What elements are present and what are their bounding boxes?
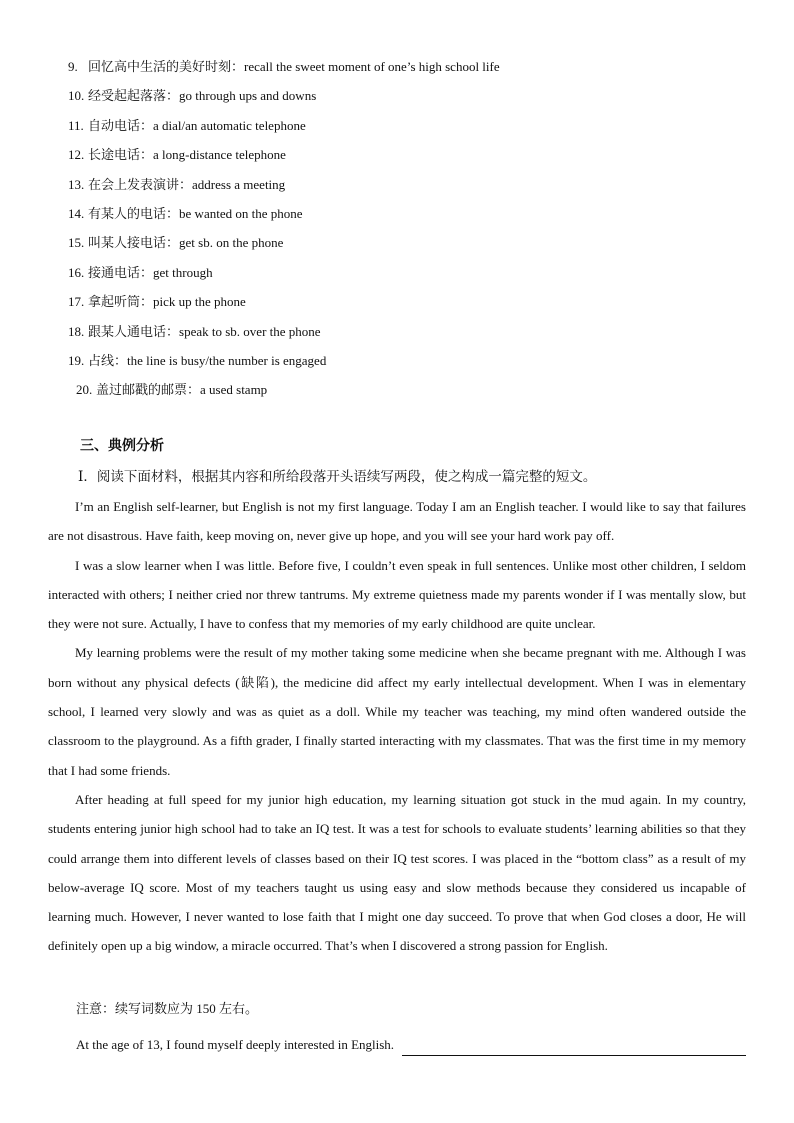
phrase-number: 18. [68, 323, 85, 339]
phrase-item [68, 321, 758, 350]
phrase-item [68, 174, 758, 203]
phrase-chinese: 跟某人通电话 [88, 323, 167, 339]
reading-passage [48, 492, 746, 961]
phrase-chinese: 占线 [88, 352, 115, 368]
phrase-separator: ： [166, 88, 180, 104]
phrase-chinese: 自动电话 [88, 117, 141, 133]
phrase-number: 15. [68, 235, 85, 251]
starter-sentence: At the age of 13, I found myself deeply interested in English. [76, 1037, 395, 1052]
phrase-number: 20. [76, 382, 93, 398]
phrase-item [68, 85, 758, 114]
phrase-chinese: 回忆高中生活的美好时刻 [88, 59, 232, 74]
phrase-chinese: 接通电话 [88, 264, 141, 280]
phrase-separator: ： [140, 147, 154, 163]
phrase-separator: ： [140, 294, 154, 310]
passage-paragraph: My learning problems were the result of my mother taking some medicine when she became pregnant with me. Although I was born without any physical defects (缺陷), the medicine did affect my early intellectual development. When I was in elementary school, I learned very slowly and was as quiet as a doll. While my teacher was teaching, my mind often wandered outside the classroom to the playground. As a fifth grader, I finally started interacting with my classmates. That was the first time in my memory that I had some friends. [48, 645, 746, 778]
phrase-chinese: 叫某人接电话 [88, 235, 167, 251]
phrase-number: 17. [68, 294, 85, 310]
phrase-chinese: 长途电话 [88, 147, 141, 163]
phrase-separator: ： [166, 235, 180, 251]
phrase-chinese: 在会上发表演讲 [88, 176, 180, 192]
phrase-number: 9. [68, 59, 78, 74]
phrase-item [68, 262, 758, 291]
phrase-number: 11. [68, 117, 84, 133]
phrase-separator: ： [187, 382, 201, 398]
phrase-number: 19. [68, 352, 85, 368]
passage-paragraph: I’m an English self-learner, but English is not my first language. Today I am an English teacher. I would like to say that failures are not disastrous. Have faith, keep moving on, never give up hope, and you will see your hard work pay off. [48, 499, 746, 544]
task-instruction: Ⅰ．阅读下面材料，根据其内容和所给段落开头语续写两段，使之构成一篇完整的短文。 [78, 469, 597, 484]
phrase-number: 14. [68, 205, 85, 221]
phrase-number: 10. [68, 88, 85, 104]
phrase-english: recall the sweet moment of one’s high school life [244, 59, 500, 74]
phrase-item [68, 291, 758, 320]
section-title: 三、典例分析 [80, 439, 164, 454]
phrase-chinese: 盖过邮戳的邮票 [96, 382, 188, 398]
phrase-item [68, 379, 758, 408]
phrase-english: speak to sb. over the phone [179, 323, 321, 339]
phrase-item [68, 56, 758, 85]
phrase-separator: ： [140, 264, 154, 280]
phrase-item [68, 115, 758, 144]
phrase-english: pick up the phone [153, 294, 246, 310]
phrase-english: the line is busy/the number is engaged [127, 352, 327, 368]
phrase-chinese: 经受起起落落 [88, 88, 167, 104]
phrase-english: a dial/an automatic telephone [153, 117, 306, 133]
phrase-english: address a meeting [192, 176, 286, 192]
word-count-note: 注意：续写词数应为 150 左右。 [76, 1001, 259, 1016]
answer-blank-line[interactable] [402, 1039, 746, 1056]
phrase-english: a long-distance telephone [153, 147, 286, 163]
phrase-item [68, 232, 758, 261]
phrase-number: 16. [68, 264, 85, 280]
phrase-english: get through [153, 264, 213, 280]
phrase-item [68, 203, 758, 232]
phrase-number: 13. [68, 176, 85, 192]
phrase-chinese: 拿起听筒 [88, 294, 141, 310]
phrase-separator: ： [114, 352, 128, 368]
phrase-separator: ： [231, 59, 245, 74]
phrase-item [68, 350, 758, 379]
phrase-separator: ： [179, 176, 193, 192]
phrase-separator: ： [166, 205, 180, 221]
passage-paragraph: After heading at full speed for my junior high education, my learning situation got stuck in the mud again. In my country, students entering junior high school had to take an IQ test. It was a test for schools to evaluate students’ learning abilities so that they could arrange them into different levels of classes based on their IQ test scores. I was placed in the “bottom class” as a result of my below-average IQ score. Most of my teachers taught us using easy and slow methods because they considered us incapable of learning much. However, I never wanted to lose faith that I might one day succeed. To prove that when God closes a door, He will definitely open up a big window, a miracle occurred. That’s when I discovered a strong passion for English. [48, 791, 746, 954]
phrase-english: be wanted on the phone [179, 205, 303, 221]
phrase-separator: ： [140, 117, 154, 133]
phrase-english: go through ups and downs [179, 88, 317, 104]
phrase-list [68, 56, 758, 409]
passage-paragraph: I was a slow learner when I was little. Before five, I couldn’t even speak in full sentences. Unlike most other children, I seldom interacted with others; I neither cried nor threw tantrums. My extreme quietness made my parents wonder if I was mentally slow, but they were not sure. Actually, I have to confess that my memories of my early childhood are quite unclear. [48, 557, 746, 632]
continuation-starter [76, 1034, 746, 1056]
phrase-number: 12. [68, 147, 85, 163]
phrase-english: a used stamp [200, 382, 268, 398]
phrase-chinese: 有某人的电话 [88, 205, 167, 221]
phrase-separator: ： [166, 323, 180, 339]
phrase-english: get sb. on the phone [179, 235, 284, 251]
phrase-item [68, 144, 758, 173]
